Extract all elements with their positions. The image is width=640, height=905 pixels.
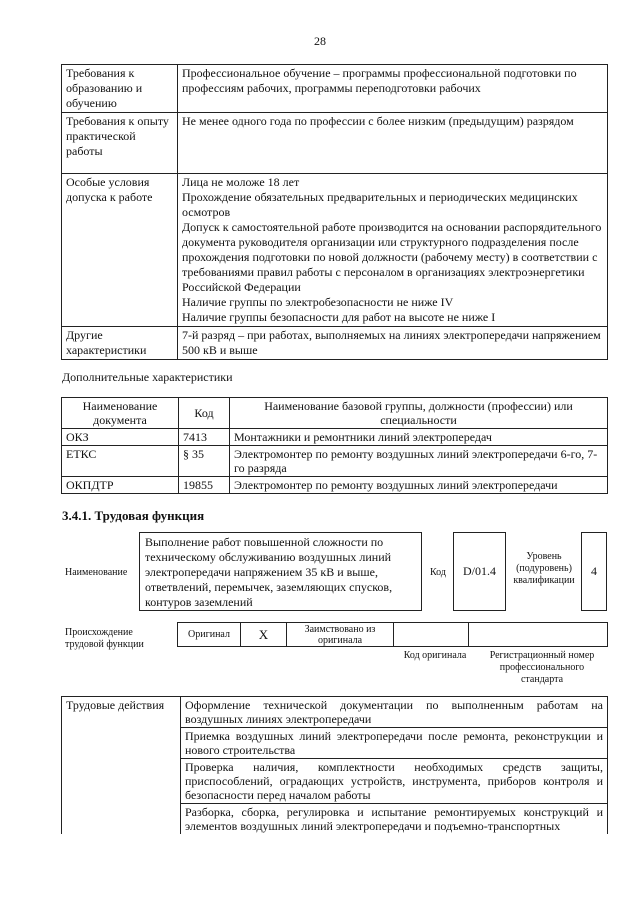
origin-cells [177,622,608,647]
section-title: 3.4.1. Трудовая функция [62,508,205,523]
page-number: 28 [314,34,326,48]
row-value: Профессиональное обучение – программы профессиональной подготовки по профессиям рабочих, программы переподготовки рабочих [178,65,608,113]
table-row [62,477,608,494]
table-row [62,697,608,728]
reg-caption: Регистрационный номер профессионального стандарта [489,650,595,685]
table-cell: Проверка наличия, комплектности необходимых средств защиты, приспособлений, оградающих устройств, инструмента, приборов контроля и безопасности перед началом работы [181,759,608,804]
function-level: 4 [581,532,607,611]
column-header: Наименование базовой группы, должности (профессии) или специальности [230,398,608,429]
table-cell: Электромонтер по ремонту воздушных линий электропередачи [230,477,608,494]
row-label: Особые условия допуска к работе [62,174,178,327]
additional-characteristics-table [61,397,608,494]
name-label: Наименование [65,567,128,578]
code-label: Код [430,567,446,578]
table-cell: Монтажники и ремонтники линий электропередач [230,429,608,446]
table-cell: § 35 [179,446,230,477]
row-value: 7-й разряд – при работах, выполняемых на линиях электропередачи напряжением 500 кВ и выше [178,327,608,360]
code-caption: Код оригинала [403,650,467,661]
table-row [62,174,608,327]
row-value: Лица не моложе 18 лет Прохождение обязательных предварительных и периодических медицинских осмотров Допуск к самостоятельной работе производится на основании распорядительного документа руководителя организации или структурного подразделения после прохождения подготовки по новой должности (рабочему месту) в соответствии с требованиями правил работы с персоналом в организациях электроэнергетики Российской Федерации Наличие группы по электробезопасности не ниже IV Наличие группы безопасности для работ на высоте не ниже I [178,174,608,327]
row-label: Требования к образованию и обучению [62,65,178,113]
table-cell: Оформление технической документации по выполненным работам на воздушных линиях электропередачи [181,697,608,728]
table-row [62,446,608,477]
table-header-row [62,398,608,429]
table-cell: Разборка, сборка, регулировка и испытание ремонтируемых конструкций и элементов воздушных линий электропередачи и подъемно-транспортных [181,804,608,835]
original-mark: X [240,622,287,647]
level-label: Уровень (подуровень) квалификации [513,551,575,586]
column-header: Код [179,398,230,429]
column-header: Наименование документа [62,398,179,429]
additional-characteristics-title: Дополнительные характеристики [62,370,233,384]
table-row [62,429,608,446]
table-cell: 7413 [179,429,230,446]
original-label: Оригинал [177,622,241,647]
table-cell: Приемка воздушных линий электропередачи после ремонта, реконструкции и нового строительства [181,728,608,759]
table-cell: Электромонтер по ремонту воздушных линий электропередачи 6-го, 7-го разряда [230,446,608,477]
table-row [62,65,608,113]
row-value: Не менее одного года по профессии с более низким (предыдущим) разрядом [178,113,608,174]
borrowed-label: Заимствовано из оригинала [286,622,394,647]
original-code-cell [393,622,469,647]
row-label: Другие характеристики [62,327,178,360]
table-row [62,113,608,174]
reg-number-cell [468,622,608,647]
requirements-table [61,64,608,360]
table-cell: 19855 [179,477,230,494]
labor-actions-table [61,696,608,834]
table-cell: ЕТКС [62,446,179,477]
table-row [62,327,608,360]
function-name: Выполнение работ повышенной сложности по техническому обслуживанию воздушных линий электропередачи напряжением 35 кВ и выше, ответвлений, перемычек, заземляющих спусков, контуров заземлений [139,532,422,611]
row-label: Трудовые действия [62,697,181,835]
row-label: Требования к опыту практической работы [62,113,178,174]
table-cell: ОКПДТР [62,477,179,494]
origin-label: Происхождение трудовой функции [65,627,144,650]
function-code: D/01.4 [453,532,506,611]
table-cell: ОКЗ [62,429,179,446]
